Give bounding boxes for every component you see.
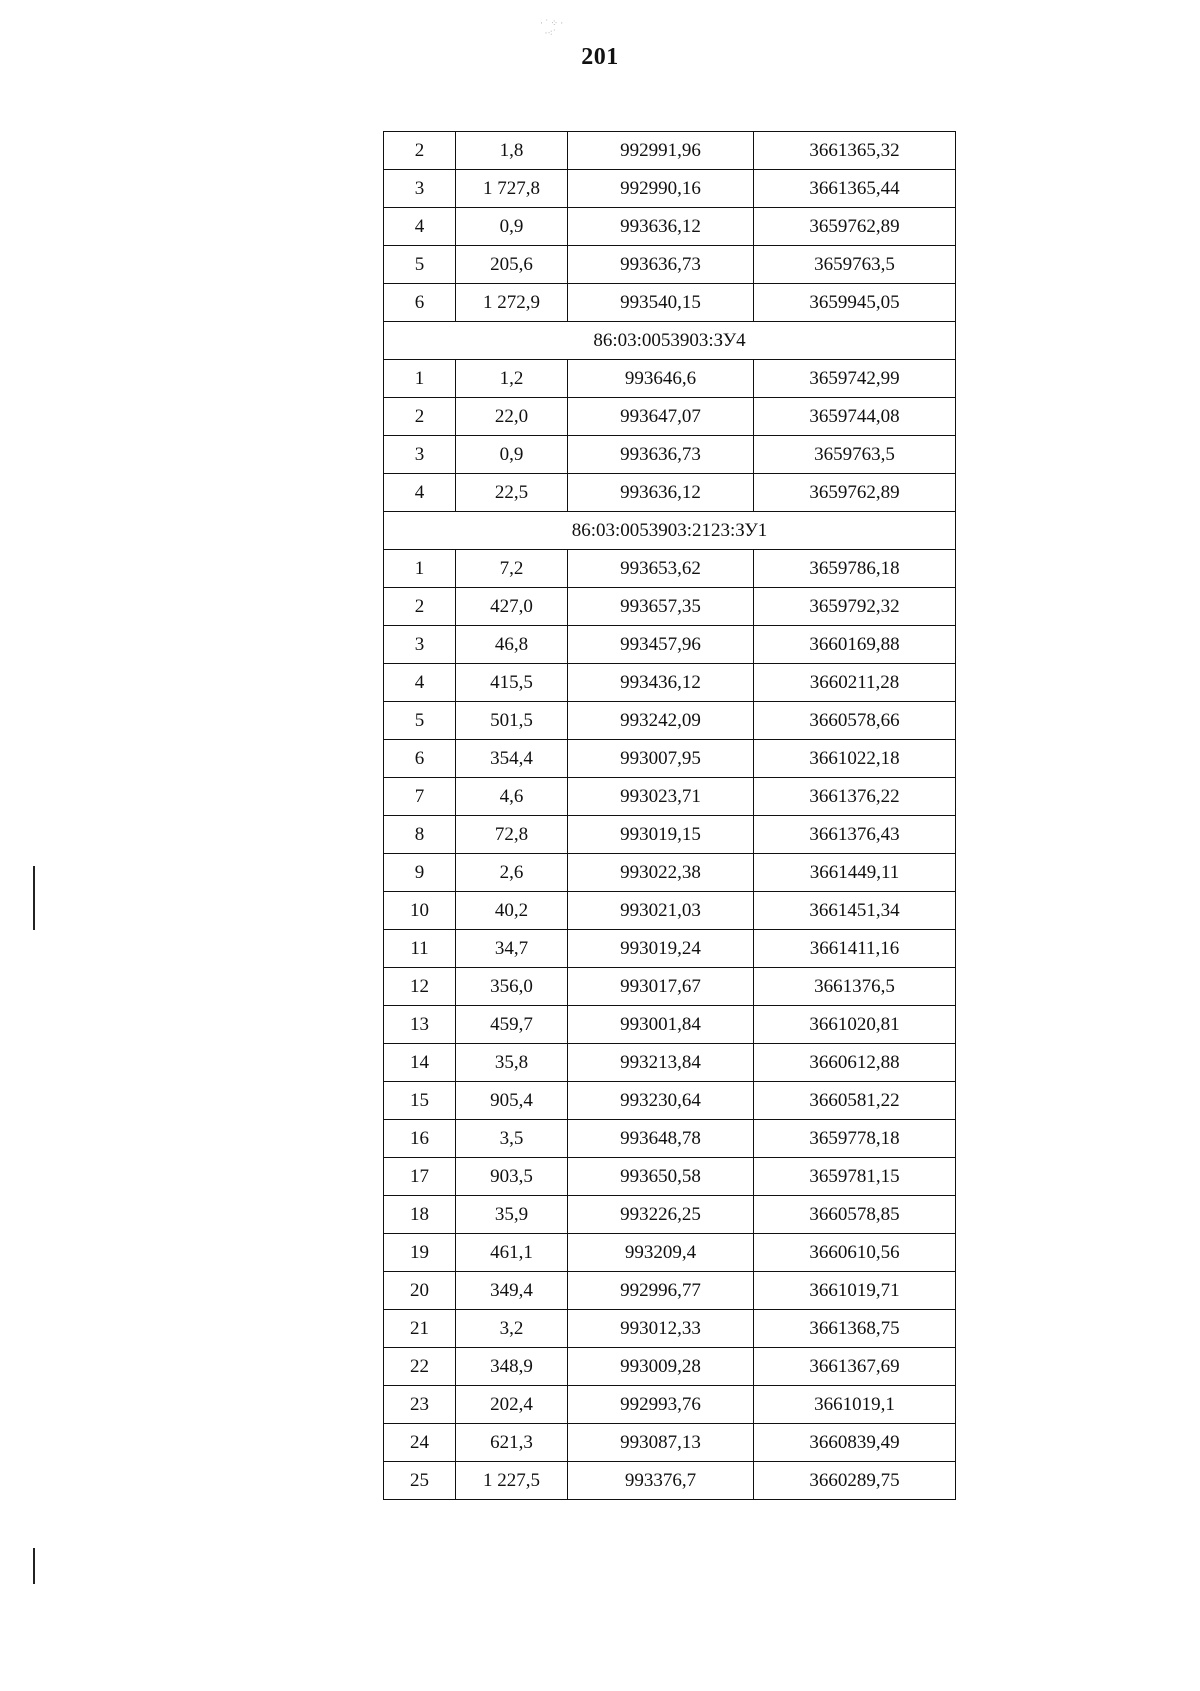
- point-number-cell: 23: [384, 1386, 456, 1424]
- x-coordinate-cell: 992993,76: [568, 1386, 754, 1424]
- distance-cell: 427,0: [456, 588, 568, 626]
- point-number-cell: 9: [384, 854, 456, 892]
- table-row: [384, 550, 956, 588]
- y-coordinate-cell: 3659945,05: [754, 284, 956, 322]
- distance-cell: 501,5: [456, 702, 568, 740]
- table-row: [384, 740, 956, 778]
- distance-cell: 72,8: [456, 816, 568, 854]
- y-coordinate-cell: 3659762,89: [754, 474, 956, 512]
- x-coordinate-cell: 993650,58: [568, 1158, 754, 1196]
- table-row: [384, 892, 956, 930]
- section-heading: 86:03:0053903:ЗУ4: [384, 322, 956, 360]
- y-coordinate-cell: 3660610,56: [754, 1234, 956, 1272]
- x-coordinate-cell: 993226,25: [568, 1196, 754, 1234]
- table-row: [384, 588, 956, 626]
- y-coordinate-cell: 3659742,99: [754, 360, 956, 398]
- x-coordinate-cell: 992996,77: [568, 1272, 754, 1310]
- x-coordinate-cell: 993242,09: [568, 702, 754, 740]
- x-coordinate-cell: 993657,35: [568, 588, 754, 626]
- table-row: [384, 664, 956, 702]
- distance-cell: 905,4: [456, 1082, 568, 1120]
- distance-cell: 34,7: [456, 930, 568, 968]
- x-coordinate-cell: 992991,96: [568, 132, 754, 170]
- table-row: [384, 246, 956, 284]
- section-heading-row: [384, 512, 956, 550]
- y-coordinate-cell: 3659778,18: [754, 1120, 956, 1158]
- table-row: [384, 1234, 956, 1272]
- y-coordinate-cell: 3660612,88: [754, 1044, 956, 1082]
- distance-cell: 903,5: [456, 1158, 568, 1196]
- y-coordinate-cell: 3659792,32: [754, 588, 956, 626]
- table-row: [384, 626, 956, 664]
- x-coordinate-cell: 993636,73: [568, 246, 754, 284]
- point-number-cell: 5: [384, 702, 456, 740]
- x-coordinate-cell: 993230,64: [568, 1082, 754, 1120]
- x-coordinate-cell: 993648,78: [568, 1120, 754, 1158]
- point-number-cell: 2: [384, 588, 456, 626]
- y-coordinate-cell: 3661019,71: [754, 1272, 956, 1310]
- point-number-cell: 8: [384, 816, 456, 854]
- distance-cell: 35,9: [456, 1196, 568, 1234]
- x-coordinate-cell: 993001,84: [568, 1006, 754, 1044]
- point-number-cell: 4: [384, 664, 456, 702]
- point-number-cell: 3: [384, 170, 456, 208]
- distance-cell: 1 272,9: [456, 284, 568, 322]
- table-row: [384, 1082, 956, 1120]
- y-coordinate-cell: 3661451,34: [754, 892, 956, 930]
- x-coordinate-cell: 993021,03: [568, 892, 754, 930]
- point-number-cell: 19: [384, 1234, 456, 1272]
- y-coordinate-cell: 3661411,16: [754, 930, 956, 968]
- table-row: [384, 930, 956, 968]
- y-coordinate-cell: 3661368,75: [754, 1310, 956, 1348]
- distance-cell: 3,2: [456, 1310, 568, 1348]
- distance-cell: 3,5: [456, 1120, 568, 1158]
- x-coordinate-cell: 993436,12: [568, 664, 754, 702]
- x-coordinate-cell: 993540,15: [568, 284, 754, 322]
- x-coordinate-cell: 993087,13: [568, 1424, 754, 1462]
- x-coordinate-cell: 993636,12: [568, 208, 754, 246]
- point-number-cell: 5: [384, 246, 456, 284]
- x-coordinate-cell: 993019,15: [568, 816, 754, 854]
- table-row: [384, 1044, 956, 1082]
- distance-cell: 22,0: [456, 398, 568, 436]
- point-number-cell: 25: [384, 1462, 456, 1500]
- point-number-cell: 14: [384, 1044, 456, 1082]
- point-number-cell: 1: [384, 550, 456, 588]
- point-number-cell: 15: [384, 1082, 456, 1120]
- point-number-cell: 17: [384, 1158, 456, 1196]
- table-row: [384, 1272, 956, 1310]
- table-row: [384, 398, 956, 436]
- point-number-cell: 4: [384, 474, 456, 512]
- point-number-cell: 3: [384, 626, 456, 664]
- table-row: [384, 968, 956, 1006]
- point-number-cell: 10: [384, 892, 456, 930]
- point-number-cell: 11: [384, 930, 456, 968]
- point-number-cell: 20: [384, 1272, 456, 1310]
- distance-cell: 1 227,5: [456, 1462, 568, 1500]
- x-coordinate-cell: 992990,16: [568, 170, 754, 208]
- table-row: [384, 702, 956, 740]
- distance-cell: 459,7: [456, 1006, 568, 1044]
- distance-cell: 0,9: [456, 436, 568, 474]
- point-number-cell: 2: [384, 398, 456, 436]
- table-row: [384, 1158, 956, 1196]
- y-coordinate-cell: 3659744,08: [754, 398, 956, 436]
- y-coordinate-cell: 3661022,18: [754, 740, 956, 778]
- distance-cell: 1,2: [456, 360, 568, 398]
- table-row: [384, 1196, 956, 1234]
- y-coordinate-cell: 3659781,15: [754, 1158, 956, 1196]
- y-coordinate-cell: 3661365,32: [754, 132, 956, 170]
- point-number-cell: 1: [384, 360, 456, 398]
- point-number-cell: 2: [384, 132, 456, 170]
- table-row: [384, 816, 956, 854]
- table-row: [384, 778, 956, 816]
- x-coordinate-cell: 993012,33: [568, 1310, 754, 1348]
- y-coordinate-cell: 3661020,81: [754, 1006, 956, 1044]
- y-coordinate-cell: 3660578,66: [754, 702, 956, 740]
- y-coordinate-cell: 3659762,89: [754, 208, 956, 246]
- y-coordinate-cell: 3659786,18: [754, 550, 956, 588]
- scan-artifact-mark: [33, 866, 35, 930]
- distance-cell: 349,4: [456, 1272, 568, 1310]
- table-row: [384, 436, 956, 474]
- coordinates-table: [383, 131, 956, 1500]
- table-row: [384, 1462, 956, 1500]
- y-coordinate-cell: 3659763,5: [754, 436, 956, 474]
- x-coordinate-cell: 993636,73: [568, 436, 754, 474]
- x-coordinate-cell: 993376,7: [568, 1462, 754, 1500]
- x-coordinate-cell: 993023,71: [568, 778, 754, 816]
- table-row: [384, 1120, 956, 1158]
- point-number-cell: 7: [384, 778, 456, 816]
- y-coordinate-cell: 3659763,5: [754, 246, 956, 284]
- x-coordinate-cell: 993636,12: [568, 474, 754, 512]
- point-number-cell: 13: [384, 1006, 456, 1044]
- point-number-cell: 16: [384, 1120, 456, 1158]
- section-heading-row: [384, 322, 956, 360]
- table-row: [384, 132, 956, 170]
- point-number-cell: 18: [384, 1196, 456, 1234]
- table-row: [384, 1348, 956, 1386]
- x-coordinate-cell: 993017,67: [568, 968, 754, 1006]
- x-coordinate-cell: 993009,28: [568, 1348, 754, 1386]
- distance-cell: 621,3: [456, 1424, 568, 1462]
- x-coordinate-cell: 993019,24: [568, 930, 754, 968]
- y-coordinate-cell: 3660211,28: [754, 664, 956, 702]
- y-coordinate-cell: 3660581,22: [754, 1082, 956, 1120]
- point-number-cell: 3: [384, 436, 456, 474]
- page-number: 201: [581, 44, 619, 70]
- table-row: [384, 1006, 956, 1044]
- distance-cell: 354,4: [456, 740, 568, 778]
- point-number-cell: 4: [384, 208, 456, 246]
- table-row: [384, 854, 956, 892]
- y-coordinate-cell: 3661365,44: [754, 170, 956, 208]
- distance-cell: 348,9: [456, 1348, 568, 1386]
- y-coordinate-cell: 3661019,1: [754, 1386, 956, 1424]
- distance-cell: 40,2: [456, 892, 568, 930]
- table-row: [384, 208, 956, 246]
- point-number-cell: 6: [384, 284, 456, 322]
- x-coordinate-cell: 993022,38: [568, 854, 754, 892]
- point-number-cell: 24: [384, 1424, 456, 1462]
- distance-cell: 46,8: [456, 626, 568, 664]
- y-coordinate-cell: 3660578,85: [754, 1196, 956, 1234]
- distance-cell: 35,8: [456, 1044, 568, 1082]
- distance-cell: 415,5: [456, 664, 568, 702]
- distance-cell: 2,6: [456, 854, 568, 892]
- distance-cell: 356,0: [456, 968, 568, 1006]
- x-coordinate-cell: 993209,4: [568, 1234, 754, 1272]
- table-row: [384, 284, 956, 322]
- x-coordinate-cell: 993007,95: [568, 740, 754, 778]
- distance-cell: 22,5: [456, 474, 568, 512]
- distance-cell: 202,4: [456, 1386, 568, 1424]
- x-coordinate-cell: 993653,62: [568, 550, 754, 588]
- table-row: [384, 360, 956, 398]
- distance-cell: 1,8: [456, 132, 568, 170]
- distance-cell: 7,2: [456, 550, 568, 588]
- distance-cell: 4,6: [456, 778, 568, 816]
- point-number-cell: 6: [384, 740, 456, 778]
- y-coordinate-cell: 3661449,11: [754, 854, 956, 892]
- table-row: [384, 170, 956, 208]
- y-coordinate-cell: 3661376,22: [754, 778, 956, 816]
- distance-cell: 461,1: [456, 1234, 568, 1272]
- x-coordinate-cell: 993213,84: [568, 1044, 754, 1082]
- y-coordinate-cell: 3661367,69: [754, 1348, 956, 1386]
- scan-smudge: · ˙ ⁘ · ·⁖˙: [540, 18, 564, 38]
- point-number-cell: 22: [384, 1348, 456, 1386]
- table-row: [384, 1424, 956, 1462]
- scan-artifact-mark: [33, 1548, 35, 1584]
- x-coordinate-cell: 993646,6: [568, 360, 754, 398]
- distance-cell: 205,6: [456, 246, 568, 284]
- table-row: [384, 1310, 956, 1348]
- distance-cell: 0,9: [456, 208, 568, 246]
- y-coordinate-cell: 3660839,49: [754, 1424, 956, 1462]
- distance-cell: 1 727,8: [456, 170, 568, 208]
- y-coordinate-cell: 3660289,75: [754, 1462, 956, 1500]
- y-coordinate-cell: 3661376,5: [754, 968, 956, 1006]
- coordinates-table-body: [384, 132, 956, 1500]
- y-coordinate-cell: 3660169,88: [754, 626, 956, 664]
- y-coordinate-cell: 3661376,43: [754, 816, 956, 854]
- table-row: [384, 1386, 956, 1424]
- section-heading: 86:03:0053903:2123:ЗУ1: [384, 512, 956, 550]
- table-row: [384, 474, 956, 512]
- x-coordinate-cell: 993457,96: [568, 626, 754, 664]
- x-coordinate-cell: 993647,07: [568, 398, 754, 436]
- point-number-cell: 21: [384, 1310, 456, 1348]
- point-number-cell: 12: [384, 968, 456, 1006]
